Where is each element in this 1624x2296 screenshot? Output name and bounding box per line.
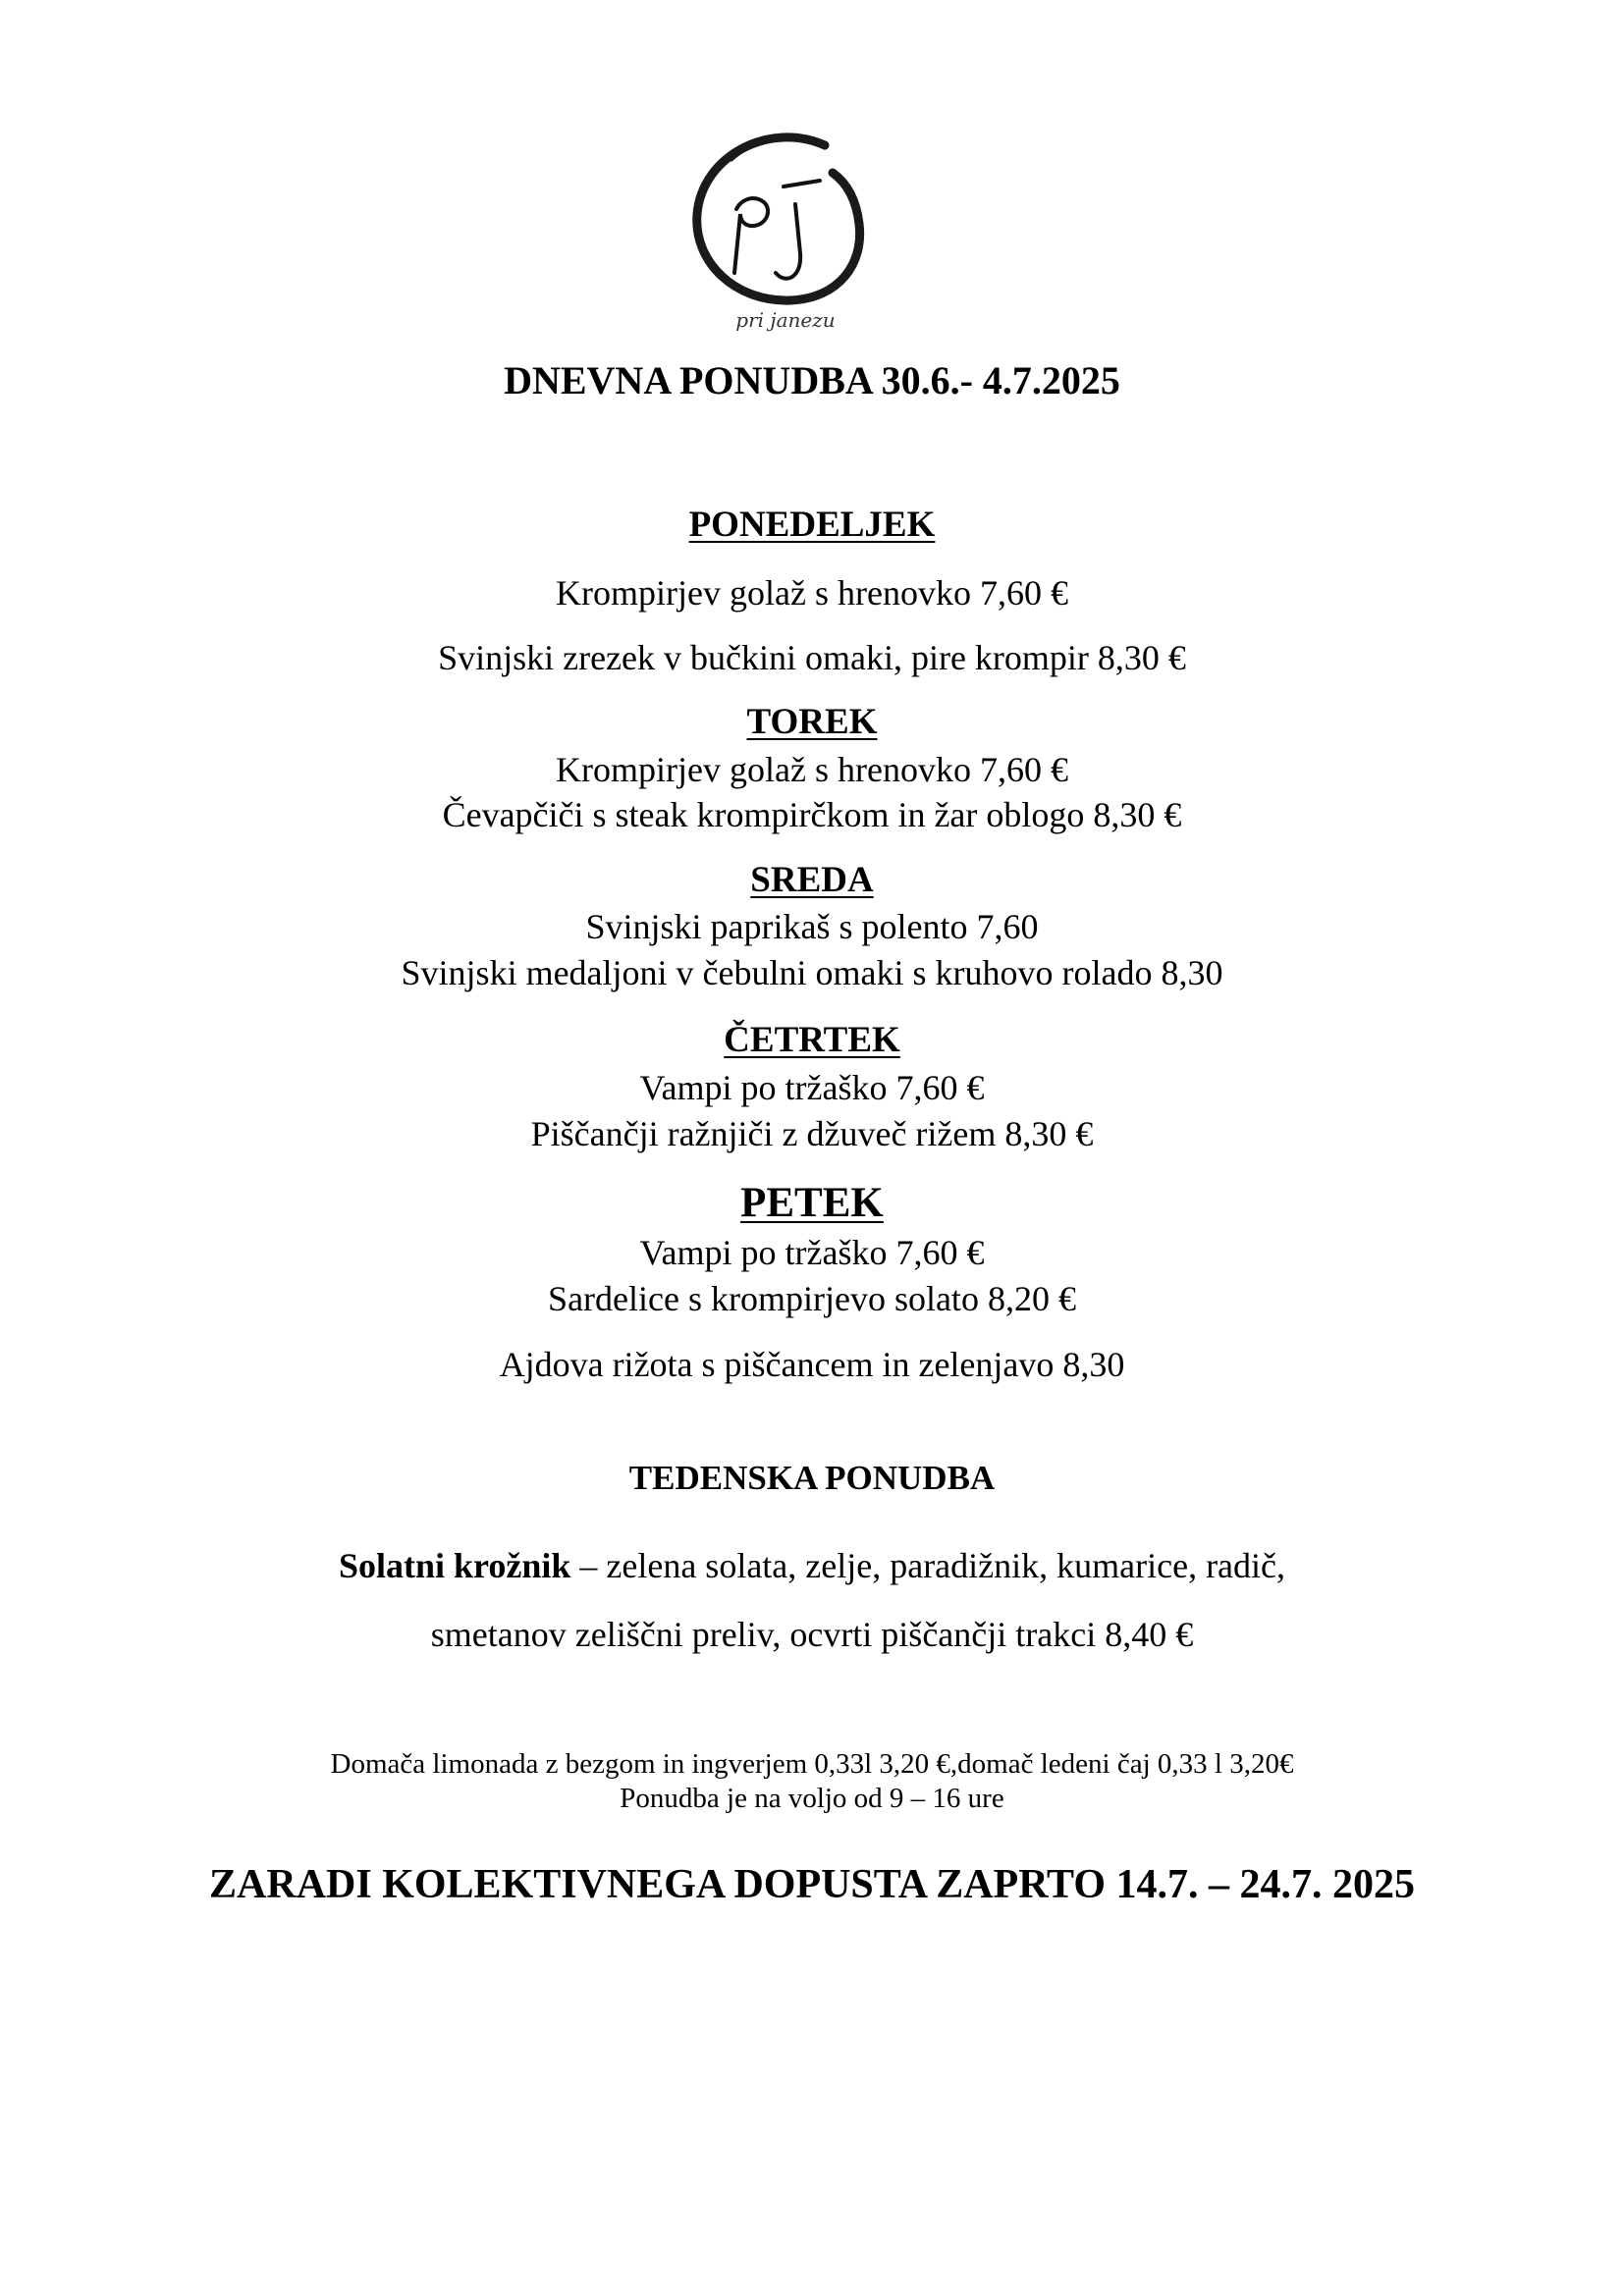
day-heading-cetrtek: ČETRTEK: [724, 1020, 900, 1060]
weekly-offer-desc-1: – zelena solata, zelje, paradižnik, kumarice, radič,: [570, 1546, 1286, 1585]
weekly-offer-desc-2: smetanov zeliščni preliv, ocvrti piščančji trakci 8,40 €: [430, 1615, 1194, 1654]
menu-item: Vampi po tržaško 7,60 €: [639, 1233, 985, 1272]
menu-item: Krompirjev golaž s hrenovko 7,60 €: [556, 750, 1068, 789]
day-heading-petek: PETEK: [740, 1180, 884, 1226]
weekly-offer-name: Solatni krožnik: [338, 1546, 571, 1585]
drinks-line: Domača limonada z bezgom in ingverjem 0,33l 3,20 €,domač ledeni čaj 0,33 l 3,20€: [330, 1748, 1294, 1780]
menu-item: Svinjski paprikaš s polento 7,60: [585, 907, 1039, 946]
weekly-offer-line-1: [0, 1548, 1624, 1583]
menu-item: Krompirjev golaž s hrenovko 7,60 €: [556, 573, 1068, 613]
menu-item: Piščančji ražnjiči z džuveč rižem 8,30 €: [530, 1114, 1094, 1153]
day-heading-sreda: SREDA: [750, 860, 874, 900]
logo-mark-icon: [677, 116, 893, 332]
day-heading-ponedeljek: PONEDELJEK: [688, 505, 936, 545]
menu-item: Vampi po tržaško 7,60 €: [639, 1068, 985, 1107]
logo-caption: pri janezu: [735, 308, 836, 332]
menu-item: Sardelice s krompirjevo solato 8,20 €: [548, 1279, 1076, 1318]
opening-hours: Ponudba je na voljo od 9 – 16 ure: [620, 1783, 1004, 1814]
menu-item: Ajdova rižota s piščancem in zelenjavo 8,30: [499, 1345, 1125, 1384]
day-heading-torek: TOREK: [746, 702, 878, 742]
restaurant-logo: [677, 116, 893, 332]
menu-item: Čevapčiči s steak krompirčkom in žar oblogo 8,30 €: [442, 795, 1182, 834]
menu-item: Svinjski medaljoni v čebulni omaki s kruhovo rolado 8,30: [401, 953, 1223, 992]
weekly-offer-heading: TEDENSKA PONUDBA: [628, 1459, 996, 1497]
menu-item: Svinjski zrezek v bučkini omaki, pire krompir 8,30 €: [438, 638, 1186, 677]
closure-notice: ZARADI KOLEKTIVNEGA DOPUSTA ZAPRTO 14.7. – 24.7. 2025: [209, 1862, 1415, 1907]
page-title: DNEVNA PONUDBA 30.6.- 4.7.2025: [504, 358, 1120, 402]
